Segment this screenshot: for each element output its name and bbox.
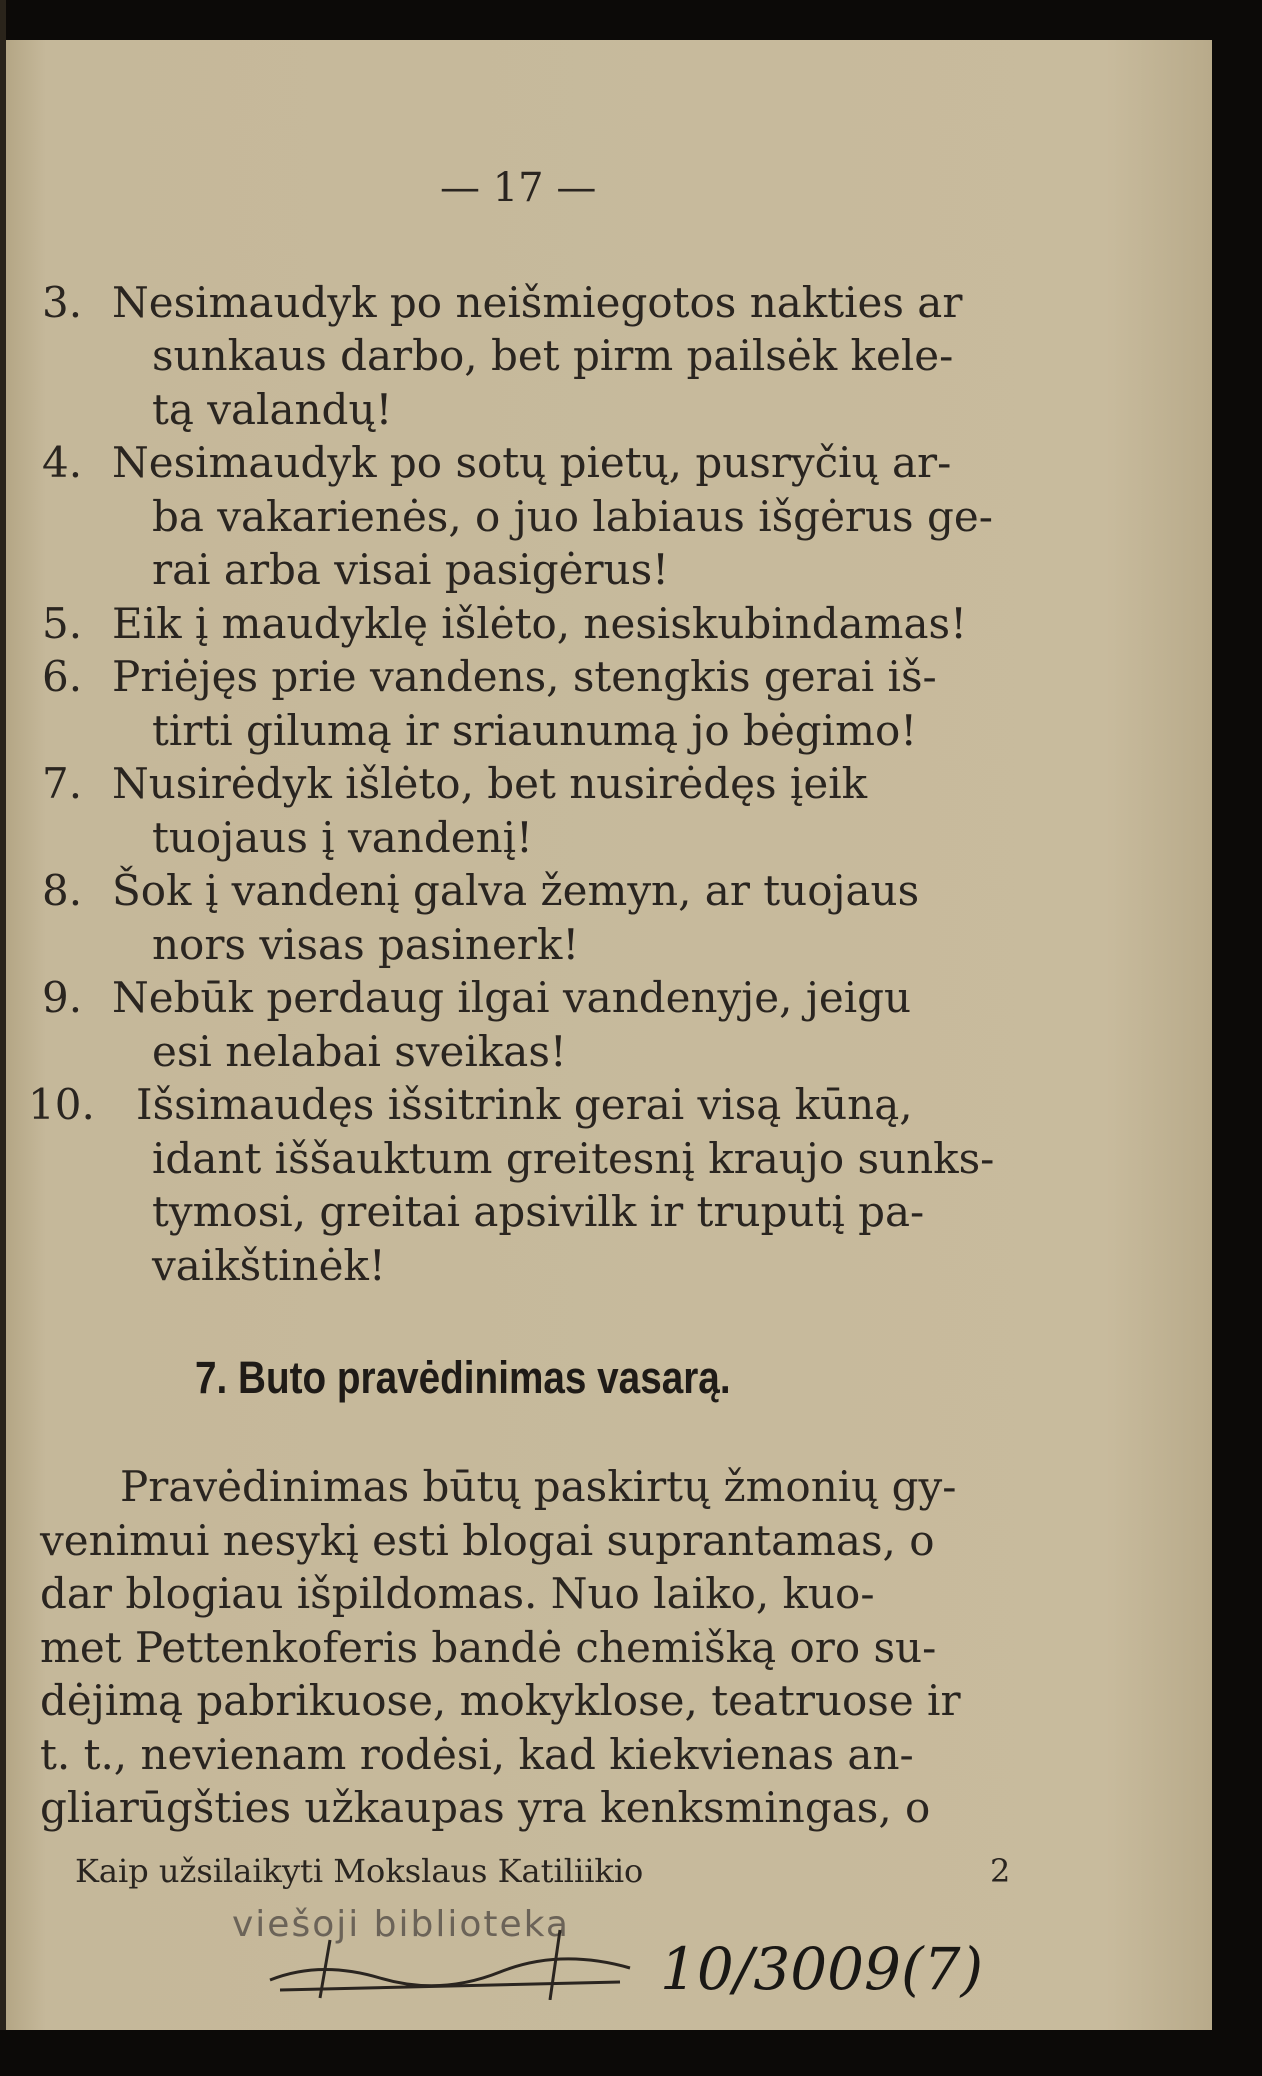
list-item-line: tuojaus į vandenį!: [152, 813, 533, 862]
scan-border-right: [1212, 0, 1262, 2076]
paragraph-line: met Pettenkoferis bandė chemišką oro su-: [40, 1623, 937, 1672]
list-item-line: ba vakarienės, o juo labiaus išgėrus ge-: [152, 492, 993, 541]
list-item-line: Eik į maudyklę išlėto, nesiskubindamas!: [112, 599, 967, 648]
paragraph-line: Pravėdinimas būtų paskirtų žmonių gy-: [120, 1462, 957, 1511]
list-item-line: sunkaus darbo, bet pirm pailsėk kele-: [152, 331, 954, 380]
list-item-line: Priėjęs prie vandens, stengkis gerai iš-: [112, 652, 937, 701]
list-item-line: Nusirėdyk išlėto, bet nusirėdęs įeik: [112, 759, 868, 808]
list-item-line: Šok į vandenį galva žemyn, ar tuojaus: [112, 866, 920, 915]
paragraph-line: dar blogiau išpildomas. Nuo laiko, kuo-: [40, 1569, 875, 1618]
footer-signature-line: Kaip užsilaikyti Mokslaus Katiliikio: [75, 1852, 644, 1890]
list-item-number: 10.: [28, 1080, 95, 1129]
paragraph-line: dėjimą pabrikuose, mokyklose, teatruose ir: [40, 1676, 961, 1725]
page-number: — 17 —: [440, 165, 597, 211]
footer-sheet-number: 2: [990, 1852, 1011, 1890]
paragraph-line: gliarūgšties užkaupas yra kenksmingas, o: [40, 1783, 931, 1832]
list-item-line: vaikštinėk!: [152, 1241, 386, 1290]
list-item-number: 9.: [42, 973, 83, 1022]
list-item-number: 8.: [42, 866, 83, 915]
section-heading: 7. Buto pravėdinimas vasarą.: [195, 1352, 731, 1403]
handwritten-catalog-number: 10/3009(7): [660, 1935, 984, 2003]
crossed-out-shelfmark: [260, 1920, 640, 2000]
list-item-line: rai arba visai pasigėrus!: [152, 545, 670, 594]
paragraph-line: venimui nesykį esti blogai suprantamas, o: [40, 1516, 935, 1565]
list-item-line: tirti gilumą ir sriaunumą jo bėgimo!: [152, 706, 918, 755]
list-item-number: 5.: [42, 599, 83, 648]
scan-border-bottom: [0, 2030, 1262, 2076]
list-item-line: tą valandų!: [152, 385, 393, 434]
list-item-number: 4.: [42, 438, 83, 487]
list-item-number: 6.: [42, 652, 83, 701]
list-item-line: nors visas pasinerk!: [152, 920, 580, 969]
list-item-number: 7.: [42, 759, 83, 808]
list-item-line: Nesimaudyk po sotų pietų, pusryčių ar-: [112, 438, 952, 487]
list-item-line: esi nelabai sveikas!: [152, 1027, 567, 1076]
paragraph-line: t. t., nevienam rodėsi, kad kiekvienas an-: [40, 1730, 914, 1779]
list-item-number: 3.: [42, 278, 83, 327]
list-item-line: Nesimaudyk po neišmiegotos nakties ar: [112, 278, 963, 327]
list-item-line: tymosi, greitai apsivilk ir truputį pa-: [152, 1187, 925, 1236]
list-item-line: idant iššauktum greitesnį kraujo sunks-: [152, 1134, 995, 1183]
library-stamp: viešoji biblioteka: [232, 1904, 570, 1945]
scan-border-top: [0, 0, 1262, 40]
list-item-line: Išsimaudęs išsitrink gerai visą kūną,: [136, 1080, 913, 1129]
list-item-line: Nebūk perdaug ilgai vandenyje, jeigu: [112, 973, 912, 1022]
